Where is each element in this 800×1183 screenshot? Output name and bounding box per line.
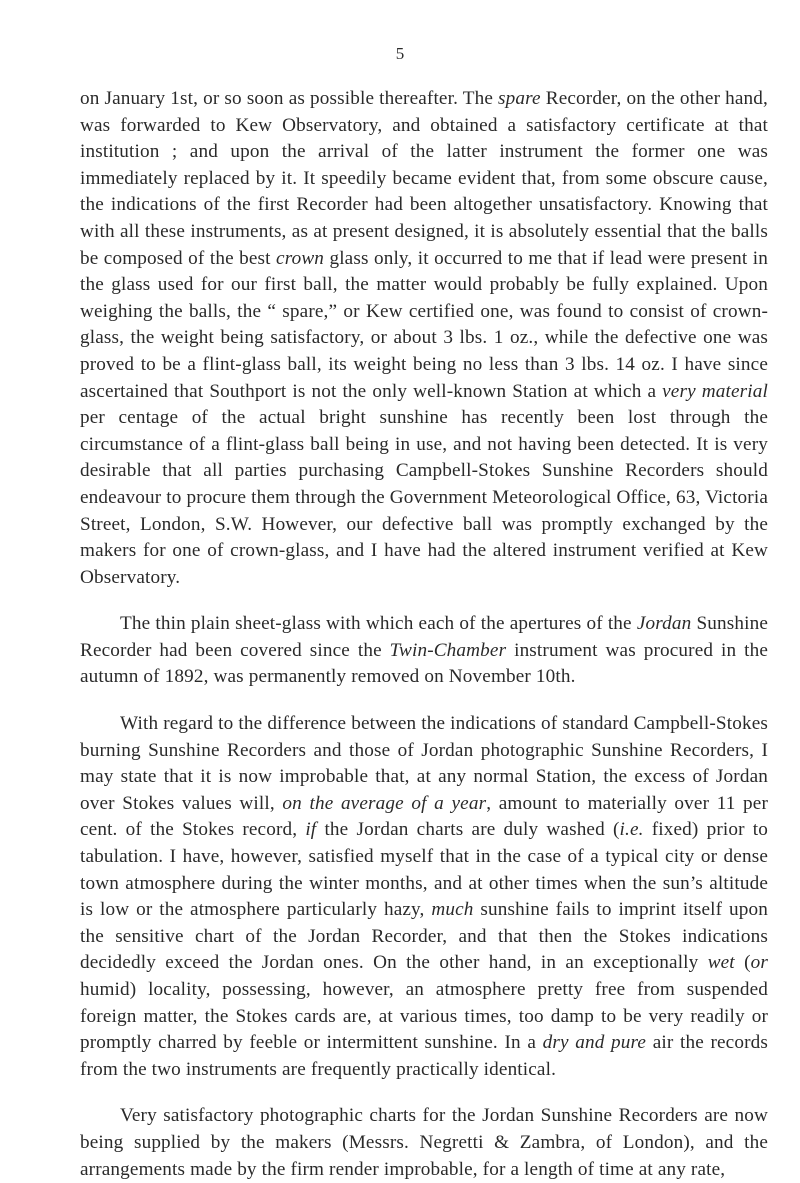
paragraph-1	[80, 86, 768, 591]
paragraph-4	[80, 1103, 768, 1183]
italic-text: spare	[498, 88, 541, 109]
text-run: The thin plain sheet-glass with which each of the apertures of the	[120, 613, 637, 635]
italic-text: much	[431, 899, 474, 921]
italic-text: dry and pure	[542, 1032, 647, 1054]
italic-text: on the average of a year	[282, 792, 487, 814]
text-run: sunshine fails to imprint itself upon the sensitive chart of the Jordan Recorder, and that then the Stokes indications decidedly exceed the Jordan ones. On the other hand, in an exceptionally	[80, 899, 768, 974]
paragraph-3	[80, 711, 768, 1083]
text-run: per centage of the actual bright sunshine has recently been lost through the circumstance of a flint-glass ball being in use, and not having been detected. It is very desirable that all parties purchasing Campbell-Stokes Sunshine Recorders should endeavour to procure them through the Government Meteorological Office, 63, Victoria Street, London, S.W. However, our defective ball was promptly exchanged by the makers for one of crown-glass, and I have had the altered instrument verified at Kew Observatory.	[80, 407, 768, 588]
italic-text: or	[750, 952, 768, 974]
text-run: Very satisfactory photographic charts for the Jordan Sunshine Recorders are now being supplied by the makers (Messrs. Negretti & Zambra, of London), and the arrangements made by the firm render improbable, for a length of time at any rate,	[80, 1105, 768, 1180]
italic-text: Twin-Chamber	[389, 639, 507, 661]
body-text	[80, 86, 768, 1183]
italic-text: Jordan	[636, 613, 692, 635]
text-run: glass only, it occurred to me that if lead were present in the glass used for our first ball, the matter would probably be fully explained. Upon weighing the balls, the “ spare,” or Kew certified one, was found to consist of crown-glass, the weight being satisfactory, or about 3 lbs. 1 oz., while the defective one was proved to be a flint-glass ball, its weight being no less than 3 lbs. 14 oz. I have since ascertained that Southport is not the only well-known Station at which a	[80, 247, 769, 402]
text-run: instrument was procured in the autumn of 1892, was permanently removed on November 10th.	[80, 639, 768, 688]
text-run: the Jordan charts are duly washed (	[316, 819, 620, 841]
text-run: With regard to the difference between the indications of standard Campbell-Stokes burning Sunshine Recorders and those of Jordan photographic Sunshine Recorders, I may state that it is now improbable that, at any normal Station, the excess of Jordan over Stokes values will,	[80, 713, 768, 814]
text-run: , amount to materially over 11 per cent. of the Stokes record,	[80, 792, 769, 841]
text-run: humid) locality, possessing, however, an atmosphere pretty free from suspended foreign matter, the Stokes cards are, at various times, too damp to be very readily or promptly charred by feeble or intermittent sunshine. In a	[80, 979, 768, 1054]
text-run: (	[734, 952, 751, 974]
paragraph-2	[80, 611, 768, 691]
italic-text: i.e.	[619, 819, 644, 841]
text-run: air the records from the two instruments are frequently practically identical.	[80, 1032, 768, 1080]
italic-text: very material	[662, 380, 768, 402]
text-run: Sunshine Recorder had been covered since the	[80, 613, 769, 661]
text-run: on January 1st, or so soon as possible thereafter. The	[80, 88, 499, 109]
text-run: Recorder, on the other hand, was forwarded to Kew Observatory, and obtained a satisfactory certificate at that institution ; and upon the arrival of the latter instrument the former one was immediately replaced by it. It speedily became evident that, from some obscure cause, the indications of the first Recorder had been altogether unsatisfactory. Knowing that with all these instruments, as at present designed, it is absolutely essential that the balls be composed of the best	[80, 88, 768, 269]
italic-text: wet	[707, 952, 735, 974]
italic-text: crown	[276, 247, 325, 269]
italic-text: if	[305, 819, 317, 841]
text-run: fixed) prior to tabulation. I have, however, satisfied myself that in the case of a typical city or dense town atmosphere during the winter months, and at other times when the sun’s altitude is low or the atmosphere particularly hazy,	[80, 819, 768, 921]
page-number: 5	[395, 44, 405, 63]
